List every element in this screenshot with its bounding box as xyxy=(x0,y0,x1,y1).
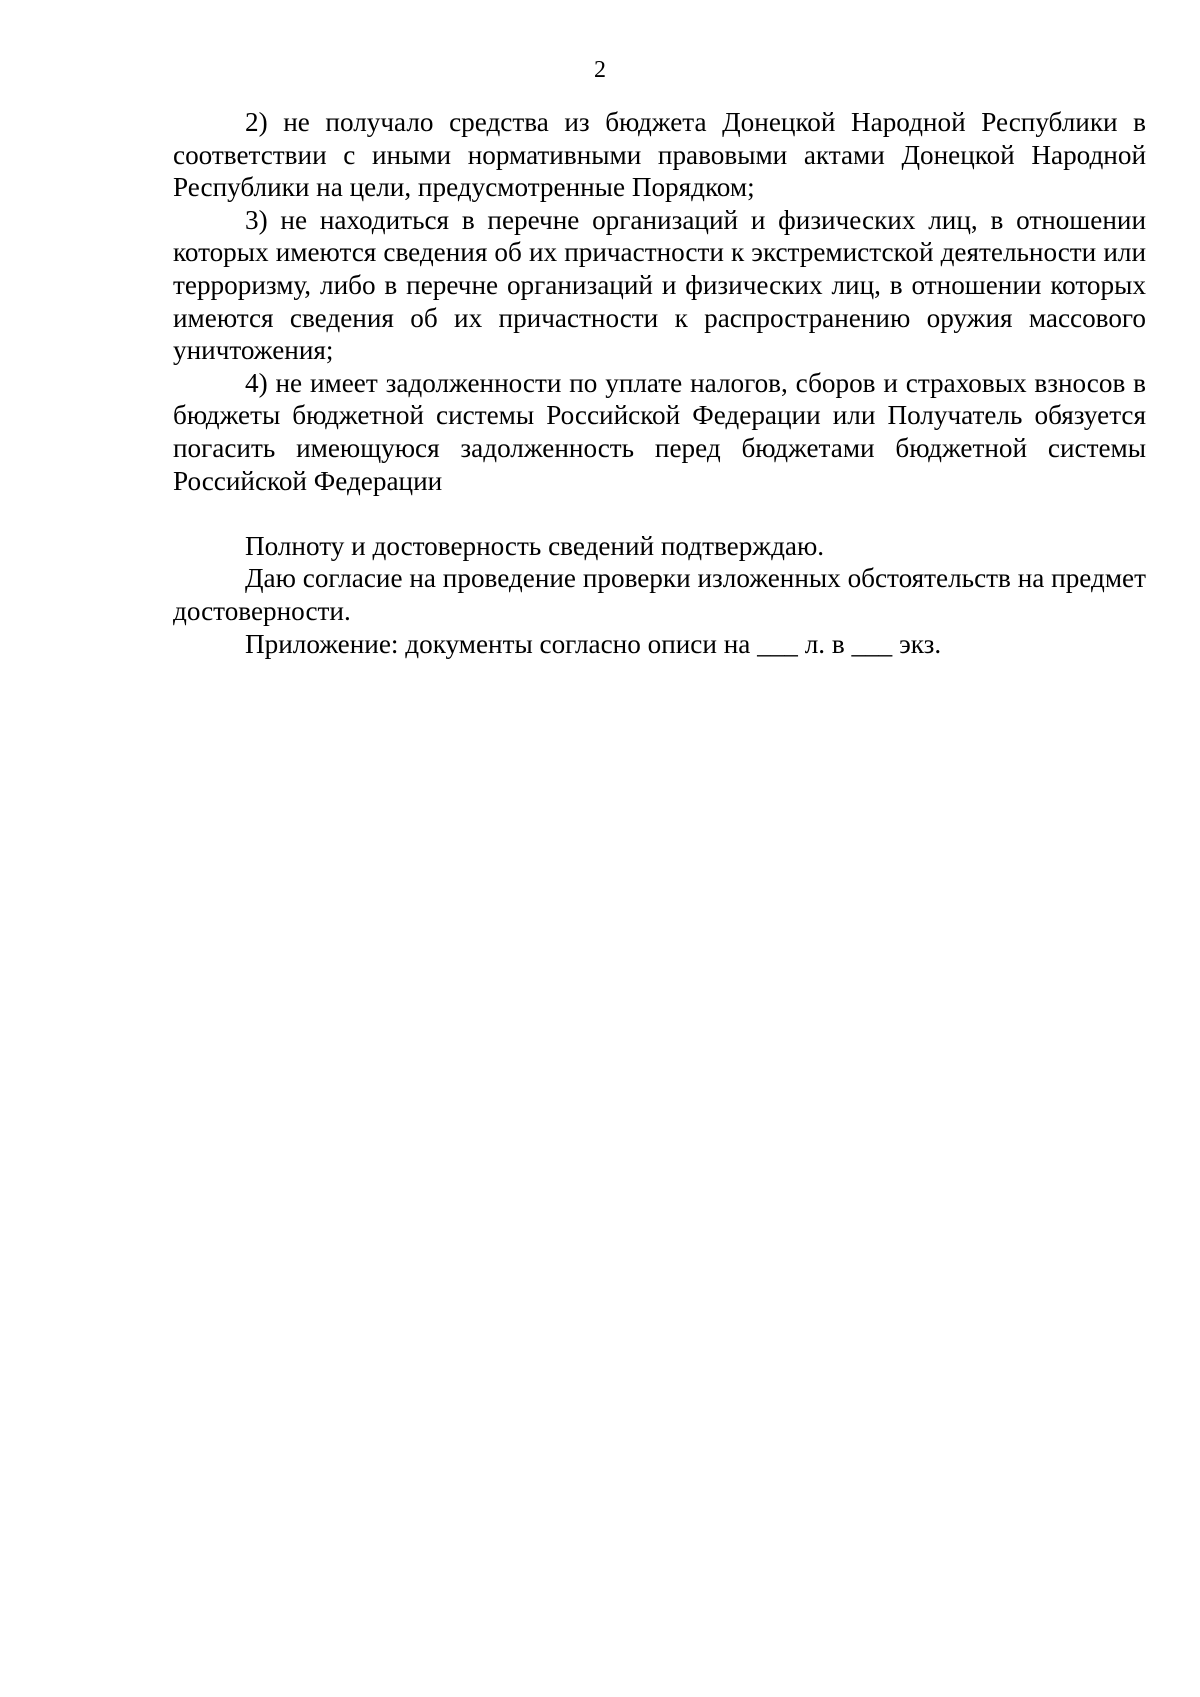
attachment-statement: Приложение: документы согласно описи на ___ л. в ___ экз. xyxy=(245,628,942,659)
document-body xyxy=(173,106,1146,660)
consent-statement: Даю согласие на проведение проверки изложенных обстоятельств на предмет достоверности. xyxy=(173,563,1146,626)
list-item-4: 4) не имеет задолженности по уплате налогов, сборов и страховых взносов в бюджеты бюджетной системы Российской Федерации или Получатель обязуется погасить имеющуюся задолженность перед бюджетами бюджетной системы Российской Федерации xyxy=(173,367,1146,496)
page-number: 2 xyxy=(594,57,606,83)
paragraph-spacer xyxy=(173,497,1146,530)
confirmation-statement: Полноту и достоверность сведений подтверждаю. xyxy=(245,530,825,561)
list-item-3: 3) не находиться в перечне организаций и физических лиц, в отношении которых имеются сведения об их причастности к экстремистской деятельности или терроризму, либо в перечне организаций и физических лиц, в отношении которых имеются сведения об их причастности к распространению оружия массового уничтожения; xyxy=(173,204,1146,366)
list-item-2: 2) не получало средства из бюджета Донецкой Народной Республики в соответствии с иными нормативными правовыми актами Донецкой Народной Республики на цели, предусмотренные Порядком; xyxy=(173,107,1146,203)
